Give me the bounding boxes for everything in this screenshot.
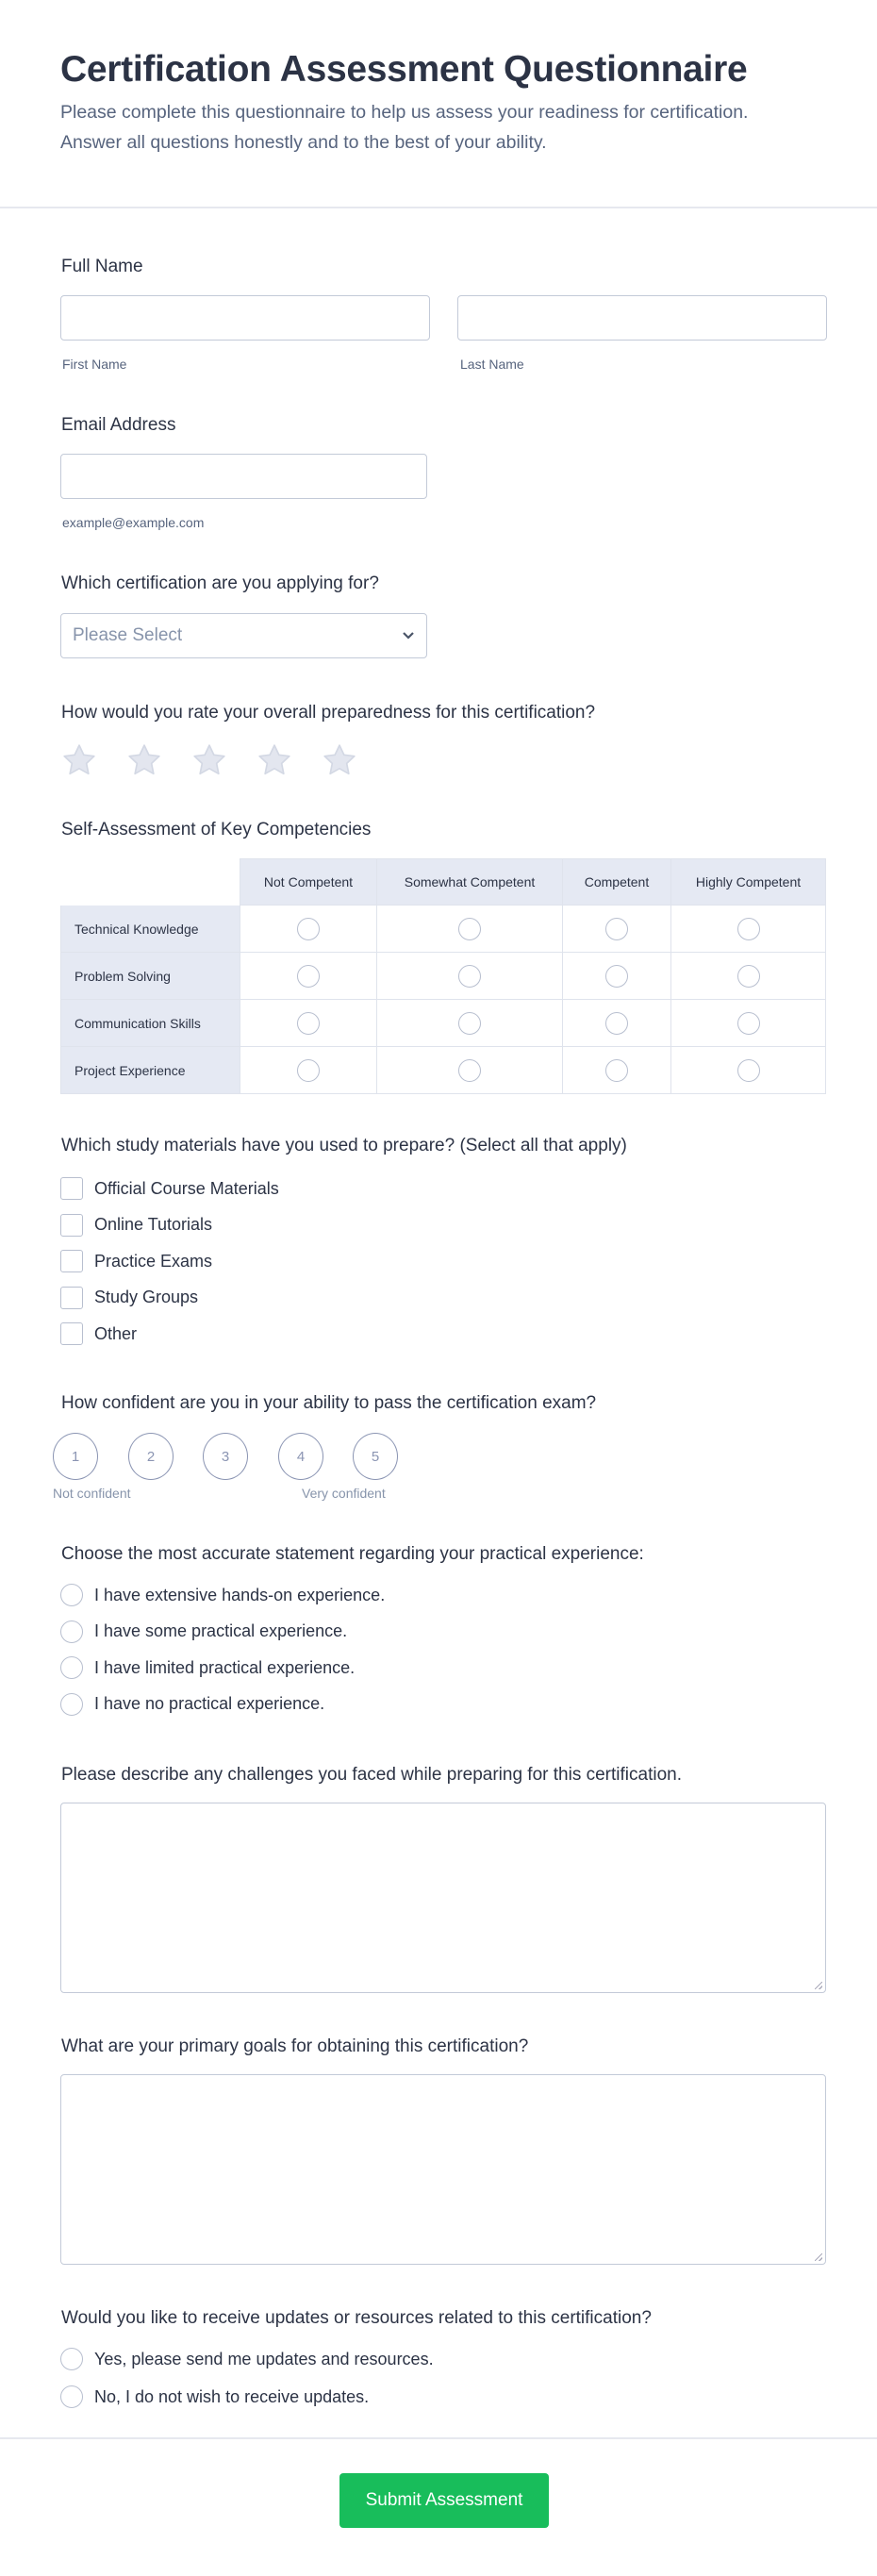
matrix-cell xyxy=(563,1000,671,1047)
resize-handle[interactable] xyxy=(815,2253,822,2261)
matrix-row-label: Communication Skills xyxy=(60,1000,240,1047)
matrix-cell xyxy=(671,953,826,1000)
experience-option[interactable] xyxy=(60,1656,355,1679)
chevron-down-icon xyxy=(402,631,415,640)
matrix-row xyxy=(60,1000,826,1047)
matrix-cell xyxy=(377,953,563,1000)
radio-button[interactable] xyxy=(60,2348,83,2370)
preparedness-label: How would you rate your overall preparedness for this certification? xyxy=(61,703,596,723)
study-materials-label: Which study materials have you used to prepare? (Select all that apply) xyxy=(61,1136,627,1155)
matrix-row xyxy=(60,906,826,953)
study-material-option[interactable] xyxy=(60,1250,212,1272)
certification-select[interactable] xyxy=(60,613,427,658)
matrix-cell xyxy=(240,953,377,1000)
header-divider xyxy=(0,207,877,208)
checkbox[interactable] xyxy=(60,1177,83,1200)
email-label: Email Address xyxy=(61,415,176,435)
matrix-row xyxy=(60,1047,826,1094)
last-name-input[interactable] xyxy=(457,295,827,341)
scale-min-label: Not confident xyxy=(53,1486,131,1501)
confidence-label: How confident are you in your ability to pass the certification exam? xyxy=(61,1393,597,1413)
matrix-row-label: Technical Knowledge xyxy=(60,906,240,953)
matrix-column-header: Highly Competent xyxy=(671,858,826,906)
matrix-radio[interactable] xyxy=(737,1059,760,1082)
matrix-row-label: Project Experience xyxy=(60,1047,240,1094)
matrix-radio[interactable] xyxy=(605,965,628,988)
study-material-option[interactable] xyxy=(60,1177,279,1200)
option-label: Practice Exams xyxy=(94,1251,213,1271)
option-label: I have limited practical experience. xyxy=(94,1657,356,1677)
last-name-sublabel: Last Name xyxy=(460,357,524,372)
matrix-column-header: Competent xyxy=(563,858,671,906)
checkbox[interactable] xyxy=(60,1214,83,1237)
matrix-radio[interactable] xyxy=(605,1012,628,1035)
checkbox[interactable] xyxy=(60,1250,83,1272)
matrix-radio[interactable] xyxy=(458,965,481,988)
checkbox[interactable] xyxy=(60,1287,83,1309)
competency-matrix xyxy=(60,858,826,1094)
rating-star-icon[interactable] xyxy=(256,741,293,779)
matrix-column-header: Not Competent xyxy=(240,858,377,906)
option-label: Study Groups xyxy=(94,1288,199,1306)
option-label: Other xyxy=(94,1323,138,1343)
rating-star-icon[interactable] xyxy=(60,741,98,779)
matrix-cell xyxy=(377,1047,563,1094)
matrix-cell xyxy=(671,1000,826,1047)
radio-button[interactable] xyxy=(60,2385,83,2408)
option-label: Online Tutorials xyxy=(94,1215,213,1234)
matrix-row-label: Problem Solving xyxy=(60,953,240,1000)
option-label: I have extensive hands-on experience. xyxy=(94,1585,386,1604)
matrix-radio[interactable] xyxy=(297,965,320,988)
study-material-option[interactable] xyxy=(60,1287,198,1309)
matrix-cell xyxy=(240,1047,377,1094)
matrix-cell xyxy=(377,1000,563,1047)
matrix-radio[interactable] xyxy=(297,1059,320,1082)
matrix-cell xyxy=(671,1047,826,1094)
checkbox[interactable] xyxy=(60,1322,83,1345)
page-title: Certification Assessment Questionnaire xyxy=(60,49,748,90)
matrix-radio[interactable] xyxy=(737,965,760,988)
matrix-radio[interactable] xyxy=(458,1059,481,1082)
challenges-label: Please describe any challenges you faced while preparing for this certification. xyxy=(61,1765,682,1785)
matrix-cell xyxy=(563,1047,671,1094)
experience-option[interactable] xyxy=(60,1620,347,1643)
matrix-cell xyxy=(240,1000,377,1047)
submit-button[interactable]: Submit Assessment xyxy=(339,2473,549,2528)
updates-label: Would you like to receive updates or resources related to this certification? xyxy=(61,2308,652,2328)
page-subtitle-2: Answer all questions honestly and to the best of your ability. xyxy=(60,132,547,153)
full-name-label: Full Name xyxy=(61,257,143,276)
option-label: Official Course Materials xyxy=(94,1178,279,1198)
matrix-cell xyxy=(377,906,563,953)
first-name-sublabel: First Name xyxy=(62,357,127,372)
confidence-scale-option[interactable]: 1 xyxy=(53,1433,98,1480)
matrix-radio[interactable] xyxy=(605,918,628,940)
rating-star-icon[interactable] xyxy=(321,741,358,779)
matrix-row xyxy=(60,953,826,1000)
rating-star-icon[interactable] xyxy=(125,741,163,779)
study-material-option[interactable] xyxy=(60,1214,212,1237)
matrix-radio[interactable] xyxy=(297,1012,320,1035)
study-material-option[interactable] xyxy=(60,1322,137,1345)
radio-button[interactable] xyxy=(60,1620,83,1643)
email-input[interactable] xyxy=(60,454,427,499)
footer-divider xyxy=(0,2437,877,2439)
matrix-column-header: Somewhat Competent xyxy=(377,858,563,906)
experience-label: Choose the most accurate statement regarding your practical experience: xyxy=(61,1544,644,1564)
confidence-scale-option[interactable]: 5 xyxy=(353,1433,398,1480)
confidence-scale-option[interactable]: 3 xyxy=(203,1433,248,1480)
radio-button[interactable] xyxy=(60,1656,83,1679)
option-label: I have no practical experience. xyxy=(94,1694,325,1713)
matrix-radio[interactable] xyxy=(297,918,320,940)
radio-button[interactable] xyxy=(60,1584,83,1606)
certification-select-value: Please Select xyxy=(73,625,183,645)
scale-max-label: Very confident xyxy=(302,1486,386,1501)
option-label: I have some practical experience. xyxy=(94,1621,348,1640)
matrix-radio[interactable] xyxy=(737,1012,760,1035)
option-label: No, I do not wish to receive updates. xyxy=(94,2386,370,2406)
updates-option[interactable] xyxy=(60,2385,369,2408)
experience-option[interactable] xyxy=(60,1693,324,1716)
matrix-cell xyxy=(671,906,826,953)
matrix-cell xyxy=(563,953,671,1000)
confidence-scale-option[interactable]: 4 xyxy=(278,1433,323,1480)
radio-button[interactable] xyxy=(60,1693,83,1716)
competencies-label: Self-Assessment of Key Competencies xyxy=(61,820,372,839)
option-label: Yes, please send me updates and resources. xyxy=(94,2349,434,2368)
rating-star-icon[interactable] xyxy=(190,741,228,779)
experience-option[interactable] xyxy=(60,1584,385,1606)
updates-option[interactable] xyxy=(60,2348,434,2370)
goals-textarea[interactable] xyxy=(60,2074,826,2265)
matrix-cell xyxy=(240,906,377,953)
matrix-radio[interactable] xyxy=(737,918,760,940)
matrix-radio[interactable] xyxy=(458,918,481,940)
goals-label: What are your primary goals for obtaining this certification? xyxy=(61,2036,529,2056)
resize-handle[interactable] xyxy=(815,1982,822,1989)
matrix-radio[interactable] xyxy=(458,1012,481,1035)
confidence-scale-option[interactable]: 2 xyxy=(128,1433,174,1480)
matrix-radio[interactable] xyxy=(605,1059,628,1082)
page-subtitle: Please complete this questionnaire to help us assess your readiness for certification. xyxy=(60,102,749,123)
certification-label: Which certification are you applying for? xyxy=(61,573,379,593)
email-sublabel: example@example.com xyxy=(62,515,205,530)
matrix-corner xyxy=(60,858,240,906)
matrix-cell xyxy=(563,906,671,953)
challenges-textarea[interactable] xyxy=(60,1803,826,1993)
first-name-input[interactable] xyxy=(60,295,430,341)
